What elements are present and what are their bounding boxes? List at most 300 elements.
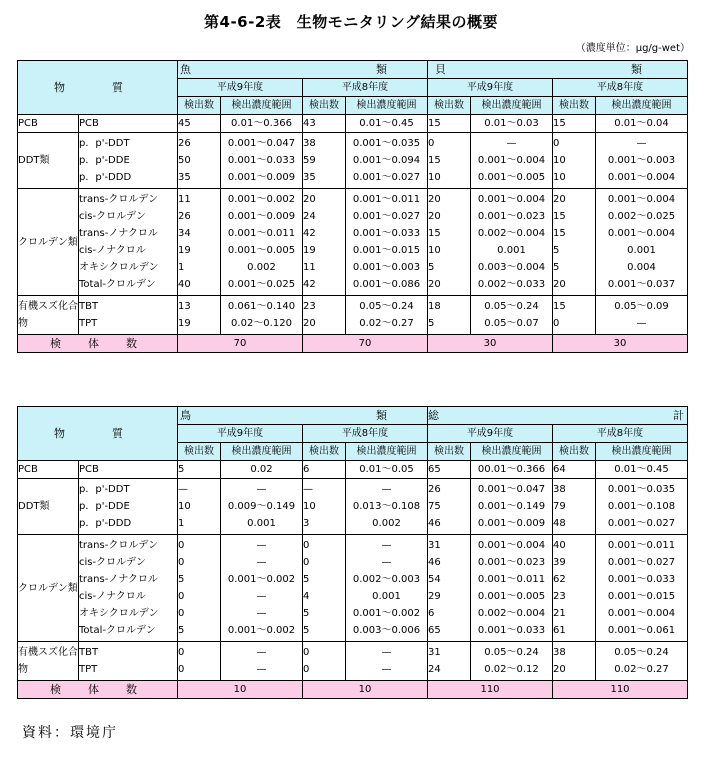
value: 0.001～0.015 — [607, 591, 676, 602]
value: 0.05～0.07 — [484, 318, 539, 329]
value: 34 — [178, 228, 191, 239]
value: 5 — [428, 318, 435, 329]
value: 38 — [553, 647, 566, 658]
value: — — [256, 664, 267, 675]
samples-value: 110 — [553, 681, 688, 699]
value: 20 — [553, 279, 566, 290]
value: 0.001～0.011 — [227, 228, 296, 239]
value: 0.002～0.025 — [607, 211, 676, 222]
value: 65 — [428, 625, 441, 636]
value: 3 — [303, 518, 310, 529]
value: 0.001～0.035 — [607, 484, 676, 495]
value: — — [381, 540, 392, 551]
table-row — [18, 296, 688, 335]
value: 0.01～0.03 — [484, 118, 539, 129]
count-header: 検出数 — [303, 443, 346, 461]
value: 20 — [428, 279, 441, 290]
value: 0.001～0.002 — [227, 574, 296, 585]
substance-name: オキシクロルデン — [79, 262, 159, 273]
value: 0.004 — [627, 262, 656, 273]
value: 31 — [428, 647, 441, 658]
value: 15 — [428, 155, 441, 166]
count-cell — [553, 296, 596, 335]
value: — — [256, 608, 267, 619]
value: 0.002 — [247, 262, 276, 273]
substance-name: TBT — [79, 647, 99, 658]
count-cell — [303, 115, 346, 133]
value: 0.001～0.035 — [352, 138, 421, 149]
value: 40 — [553, 540, 566, 551]
value: 5 — [303, 574, 310, 585]
range-header: 検出濃度範囲 — [471, 97, 553, 115]
value: 62 — [553, 574, 566, 585]
value: 0.001～0.011 — [352, 194, 421, 205]
value: 0.001～0.009 — [227, 211, 296, 222]
value: 1 — [178, 262, 185, 273]
value: — — [506, 138, 517, 149]
value: 0.001～0.033 — [227, 155, 296, 166]
samples-row — [18, 681, 688, 699]
range-cell — [596, 535, 688, 642]
value: 0.001～0.004 — [607, 194, 676, 205]
range-cell — [596, 115, 688, 133]
range-cell — [596, 642, 688, 681]
count-header: 検出数 — [428, 443, 471, 461]
range-cell — [471, 535, 553, 642]
substance-name: オキシクロルデン — [79, 608, 159, 619]
count-cell — [303, 535, 346, 642]
value: 19 — [178, 245, 191, 256]
range-cell — [221, 642, 303, 681]
count-cell — [553, 115, 596, 133]
substance-name: TPT — [79, 318, 98, 329]
count-cell — [428, 642, 471, 681]
value: 0.01～0.45 — [614, 464, 669, 475]
value: 10 — [553, 155, 566, 166]
value: 18 — [428, 301, 441, 312]
value: 24 — [303, 211, 316, 222]
value: 11 — [303, 262, 316, 273]
value: 19 — [303, 245, 316, 256]
value: 26 — [428, 484, 441, 495]
value: 54 — [428, 574, 441, 585]
value: 0 — [178, 557, 185, 568]
count-cell — [178, 296, 221, 335]
value: 0.001～0.094 — [352, 155, 421, 166]
value: 61 — [553, 625, 566, 636]
substance-name: Total-クロルデン — [79, 625, 156, 636]
table-row — [18, 133, 688, 189]
value: 0.002～0.003 — [352, 574, 421, 585]
substance-name: Total-クロルデン — [79, 279, 156, 290]
range-cell — [596, 189, 688, 296]
value: 0.001～0.023 — [477, 211, 546, 222]
value: 0.001 — [372, 591, 401, 602]
table-row — [18, 479, 688, 535]
count-cell — [303, 133, 346, 189]
count-cell — [178, 133, 221, 189]
value: 26 — [178, 211, 191, 222]
value: 0.05～0.24 — [614, 647, 669, 658]
range-header: 検出濃度範囲 — [471, 443, 553, 461]
year-header-year8: 平成8年度 — [553, 79, 688, 97]
range-header: 検出濃度範囲 — [346, 97, 428, 115]
value: 0.061～0.140 — [227, 301, 296, 312]
value: 45 — [178, 118, 191, 129]
range-cell — [346, 461, 428, 479]
group-label: クロルデン類 — [18, 189, 79, 296]
value: 0.002～0.033 — [477, 279, 546, 290]
group-label: PCB — [18, 461, 79, 479]
count-cell — [428, 189, 471, 296]
range-header: 検出濃度範囲 — [596, 443, 688, 461]
substance-name: p．p'-DDE — [79, 155, 130, 166]
substance-cell — [79, 461, 178, 479]
count-cell — [553, 479, 596, 535]
substance-name: p．p'-DDE — [79, 501, 130, 512]
value: 0 — [553, 138, 560, 149]
value: 0.001～0.061 — [607, 625, 676, 636]
value: — — [381, 557, 392, 568]
range-cell — [346, 535, 428, 642]
value: 15 — [553, 301, 566, 312]
value: 0 — [303, 557, 310, 568]
count-header: 検出数 — [178, 97, 221, 115]
value: 0.013～0.108 — [352, 501, 421, 512]
value: 0.002～0.004 — [477, 608, 546, 619]
range-header: 検出濃度範囲 — [221, 443, 303, 461]
value: 0.001～0.004 — [477, 540, 546, 551]
value: 0.001～0.033 — [352, 228, 421, 239]
value: 20 — [303, 318, 316, 329]
samples-value: 30 — [553, 335, 688, 353]
substance-name: TPT — [79, 664, 98, 675]
group-label: 有機スズ化合物 — [18, 642, 79, 681]
value: 0.001～0.009 — [477, 518, 546, 529]
range-cell — [221, 133, 303, 189]
count-header: 検出数 — [553, 443, 596, 461]
count-cell — [303, 461, 346, 479]
value: 4 — [303, 591, 310, 602]
value: 35 — [178, 172, 191, 183]
value: — — [178, 484, 188, 495]
value: — — [256, 557, 267, 568]
value: 50 — [178, 155, 191, 166]
value: 0 — [428, 138, 435, 149]
value: 0.001～0.086 — [352, 279, 421, 290]
value: 11 — [178, 194, 191, 205]
value: 10 — [553, 172, 566, 183]
value: 0.01～0.05 — [359, 464, 414, 475]
value: — — [256, 591, 267, 602]
count-cell — [428, 535, 471, 642]
count-header: 検出数 — [303, 97, 346, 115]
value: 6 — [303, 464, 310, 475]
range-cell — [471, 461, 553, 479]
table-row — [18, 115, 688, 133]
value: 5 — [178, 625, 185, 636]
count-cell — [303, 189, 346, 296]
samples-value: 110 — [428, 681, 553, 699]
value: — — [303, 484, 313, 495]
year-header-year9: 平成9年度 — [178, 425, 303, 443]
substance-header: 物 質 — [18, 61, 178, 115]
value: 38 — [303, 138, 316, 149]
value: 0.001～0.004 — [477, 155, 546, 166]
samples-label: 検 体 数 — [18, 335, 178, 353]
count-header: 検出数 — [553, 97, 596, 115]
substance-name: PCB — [79, 118, 99, 129]
value: 0.001～0.015 — [352, 245, 421, 256]
range-cell — [346, 479, 428, 535]
substance-cell — [79, 296, 178, 335]
value: 0.001 — [247, 518, 276, 529]
value: 65 — [428, 464, 441, 475]
value: — — [636, 318, 647, 329]
substance-name: cis-クロルデン — [79, 211, 146, 222]
samples-label: 検 体 数 — [18, 681, 178, 699]
value: 0.003～0.004 — [477, 262, 546, 273]
range-cell — [471, 479, 553, 535]
value: 43 — [303, 118, 316, 129]
substance-name: trans-クロルデン — [79, 194, 159, 205]
value: 0 — [303, 647, 310, 658]
value: 5 — [553, 262, 560, 273]
unit-note: （濃度単位：μg/g-wet） — [575, 43, 690, 54]
value: 0.002 — [372, 518, 401, 529]
samples-value: 10 — [303, 681, 428, 699]
substance-name: cis-ノナクロル — [79, 591, 146, 602]
substance-name: cis-ノナクロル — [79, 245, 146, 256]
value: — — [381, 484, 392, 495]
substance-cell — [79, 479, 178, 535]
value: 0.001～0.011 — [607, 540, 676, 551]
value: 0.01～0.04 — [614, 118, 669, 129]
value: 0.003～0.006 — [352, 625, 421, 636]
value: 39 — [553, 557, 566, 568]
value: 0.01～0.366 — [231, 118, 292, 129]
value: 0.001～0.005 — [477, 591, 546, 602]
value: 0.05～0.24 — [484, 301, 539, 312]
samples-value: 30 — [428, 335, 553, 353]
count-cell — [428, 296, 471, 335]
range-cell — [346, 115, 428, 133]
count-cell — [553, 189, 596, 296]
monitoring-table-fish-shellfish — [17, 60, 688, 353]
value: 40 — [178, 279, 191, 290]
group-label: クロルデン類 — [18, 535, 79, 642]
value: 20 — [553, 194, 566, 205]
value: 0.001～0.003 — [607, 155, 676, 166]
substance-name: trans-ノナクロル — [79, 574, 158, 585]
range-cell — [221, 479, 303, 535]
range-cell — [596, 461, 688, 479]
count-cell — [303, 296, 346, 335]
range-cell — [471, 189, 553, 296]
range-cell — [471, 296, 553, 335]
value: 10 — [428, 245, 441, 256]
year-header-year8: 平成8年度 — [303, 79, 428, 97]
value: — — [381, 664, 392, 675]
value: 0.001～0.005 — [227, 245, 296, 256]
value: 64 — [553, 464, 566, 475]
substance-name: cis-クロルデン — [79, 557, 146, 568]
count-cell — [178, 642, 221, 681]
count-cell — [178, 115, 221, 133]
value: 0.001～0.025 — [227, 279, 296, 290]
range-cell — [346, 133, 428, 189]
count-cell — [428, 479, 471, 535]
value: 0.001～0.023 — [477, 557, 546, 568]
value: 15 — [553, 228, 566, 239]
group-header: 総 計 — [428, 407, 688, 425]
table-row — [18, 642, 688, 681]
count-cell — [428, 461, 471, 479]
range-cell — [471, 115, 553, 133]
range-cell — [346, 189, 428, 296]
range-cell — [596, 479, 688, 535]
substance-name: p．p'-DDT — [79, 484, 130, 495]
monitoring-table-birds-total — [17, 406, 722, 699]
group-label: 有機スズ化合物 — [18, 296, 79, 335]
substance-cell — [79, 115, 178, 133]
count-header: 検出数 — [428, 97, 471, 115]
value: — — [256, 484, 267, 495]
value: 0 — [178, 608, 185, 619]
value: 0.02～0.120 — [231, 318, 292, 329]
value: 0.002～0.004 — [477, 228, 546, 239]
value: 20 — [553, 664, 566, 675]
year-header-year9: 平成9年度 — [428, 425, 553, 443]
group-label: DDT類 — [18, 133, 79, 189]
value: 38 — [553, 484, 566, 495]
value: 35 — [303, 172, 316, 183]
value: 0 — [553, 318, 560, 329]
value: 0.001～0.149 — [477, 501, 546, 512]
year-header-year9: 平成9年度 — [178, 79, 303, 97]
page-title: 第4-6-2表 生物モニタリング結果の概要 — [204, 13, 498, 31]
count-cell — [553, 133, 596, 189]
value: 15 — [428, 118, 441, 129]
value: 48 — [553, 518, 566, 529]
value: 0.001～0.027 — [352, 172, 421, 183]
substance-cell — [79, 189, 178, 296]
range-cell — [346, 296, 428, 335]
value: 0.001 — [627, 245, 656, 256]
value: 0.001～0.033 — [477, 625, 546, 636]
value: 0 — [178, 664, 185, 675]
value: 0.05～0.24 — [484, 647, 539, 658]
value: 5 — [178, 574, 185, 585]
value: 0.001～0.047 — [477, 484, 546, 495]
value: 0 — [303, 540, 310, 551]
value: 15 — [428, 228, 441, 239]
group-header: 鳥 類 — [178, 407, 428, 425]
table-row — [18, 535, 688, 642]
value: 0.001～0.033 — [607, 574, 676, 585]
range-cell — [596, 296, 688, 335]
samples-value: 70 — [178, 335, 303, 353]
table-row — [18, 189, 688, 296]
count-cell — [178, 479, 221, 535]
value: 20 — [303, 194, 316, 205]
group-header: 魚 類 — [178, 61, 428, 79]
source-note: 資料：環境庁 — [22, 725, 118, 741]
header-row-groups — [18, 61, 688, 79]
value: 26 — [178, 138, 191, 149]
substance-name: p．p'-DDD — [79, 172, 132, 183]
group-label: PCB — [18, 115, 79, 133]
year-header-year8: 平成8年度 — [303, 425, 428, 443]
value: 29 — [428, 591, 441, 602]
substance-name: p．p'-DDD — [79, 518, 132, 529]
range-cell — [221, 189, 303, 296]
range-header: 検出濃度範囲 — [596, 97, 688, 115]
count-cell — [303, 642, 346, 681]
value: 21 — [553, 608, 566, 619]
count-cell — [428, 115, 471, 133]
header-row-groups — [18, 407, 688, 425]
value: 10 — [428, 172, 441, 183]
samples-row — [18, 335, 688, 353]
value: 6 — [428, 608, 435, 619]
value: — — [256, 647, 267, 658]
value: 5 — [303, 608, 310, 619]
count-header: 検出数 — [178, 443, 221, 461]
value: 0.001～0.027 — [607, 557, 676, 568]
value: 0.001～0.004 — [477, 194, 546, 205]
substance-name: TBT — [79, 301, 99, 312]
value: 19 — [178, 318, 191, 329]
value: 5 — [428, 262, 435, 273]
value: 5 — [178, 464, 185, 475]
value: 31 — [428, 540, 441, 551]
value: 15 — [553, 118, 566, 129]
samples-value: 70 — [303, 335, 428, 353]
value: 0.001 — [497, 245, 526, 256]
range-cell — [471, 133, 553, 189]
value: 0.001～0.009 — [227, 172, 296, 183]
value: 5 — [553, 245, 560, 256]
value: 0 — [178, 540, 185, 551]
value: 42 — [303, 228, 316, 239]
count-cell — [178, 461, 221, 479]
range-cell — [221, 535, 303, 642]
value: 0.001～0.108 — [607, 501, 676, 512]
value: 0.001～0.002 — [227, 194, 296, 205]
value: 00.01～0.366 — [477, 464, 546, 475]
value: 10 — [303, 501, 316, 512]
value: 59 — [303, 155, 316, 166]
value: 0.001～0.002 — [352, 608, 421, 619]
value: 0.02 — [250, 464, 273, 475]
value: 1 — [178, 518, 185, 529]
value: 75 — [428, 501, 441, 512]
count-cell — [303, 479, 346, 535]
value: 10 — [178, 501, 191, 512]
count-cell — [553, 535, 596, 642]
value: 0.001～0.004 — [607, 172, 676, 183]
year-header-year8: 平成8年度 — [553, 425, 688, 443]
value: 0.05～0.09 — [614, 301, 669, 312]
value: 46 — [428, 557, 441, 568]
value: 20 — [428, 194, 441, 205]
count-cell — [428, 133, 471, 189]
range-cell — [221, 115, 303, 133]
value: 20 — [428, 211, 441, 222]
value: 0.001～0.037 — [607, 279, 676, 290]
range-cell — [221, 296, 303, 335]
